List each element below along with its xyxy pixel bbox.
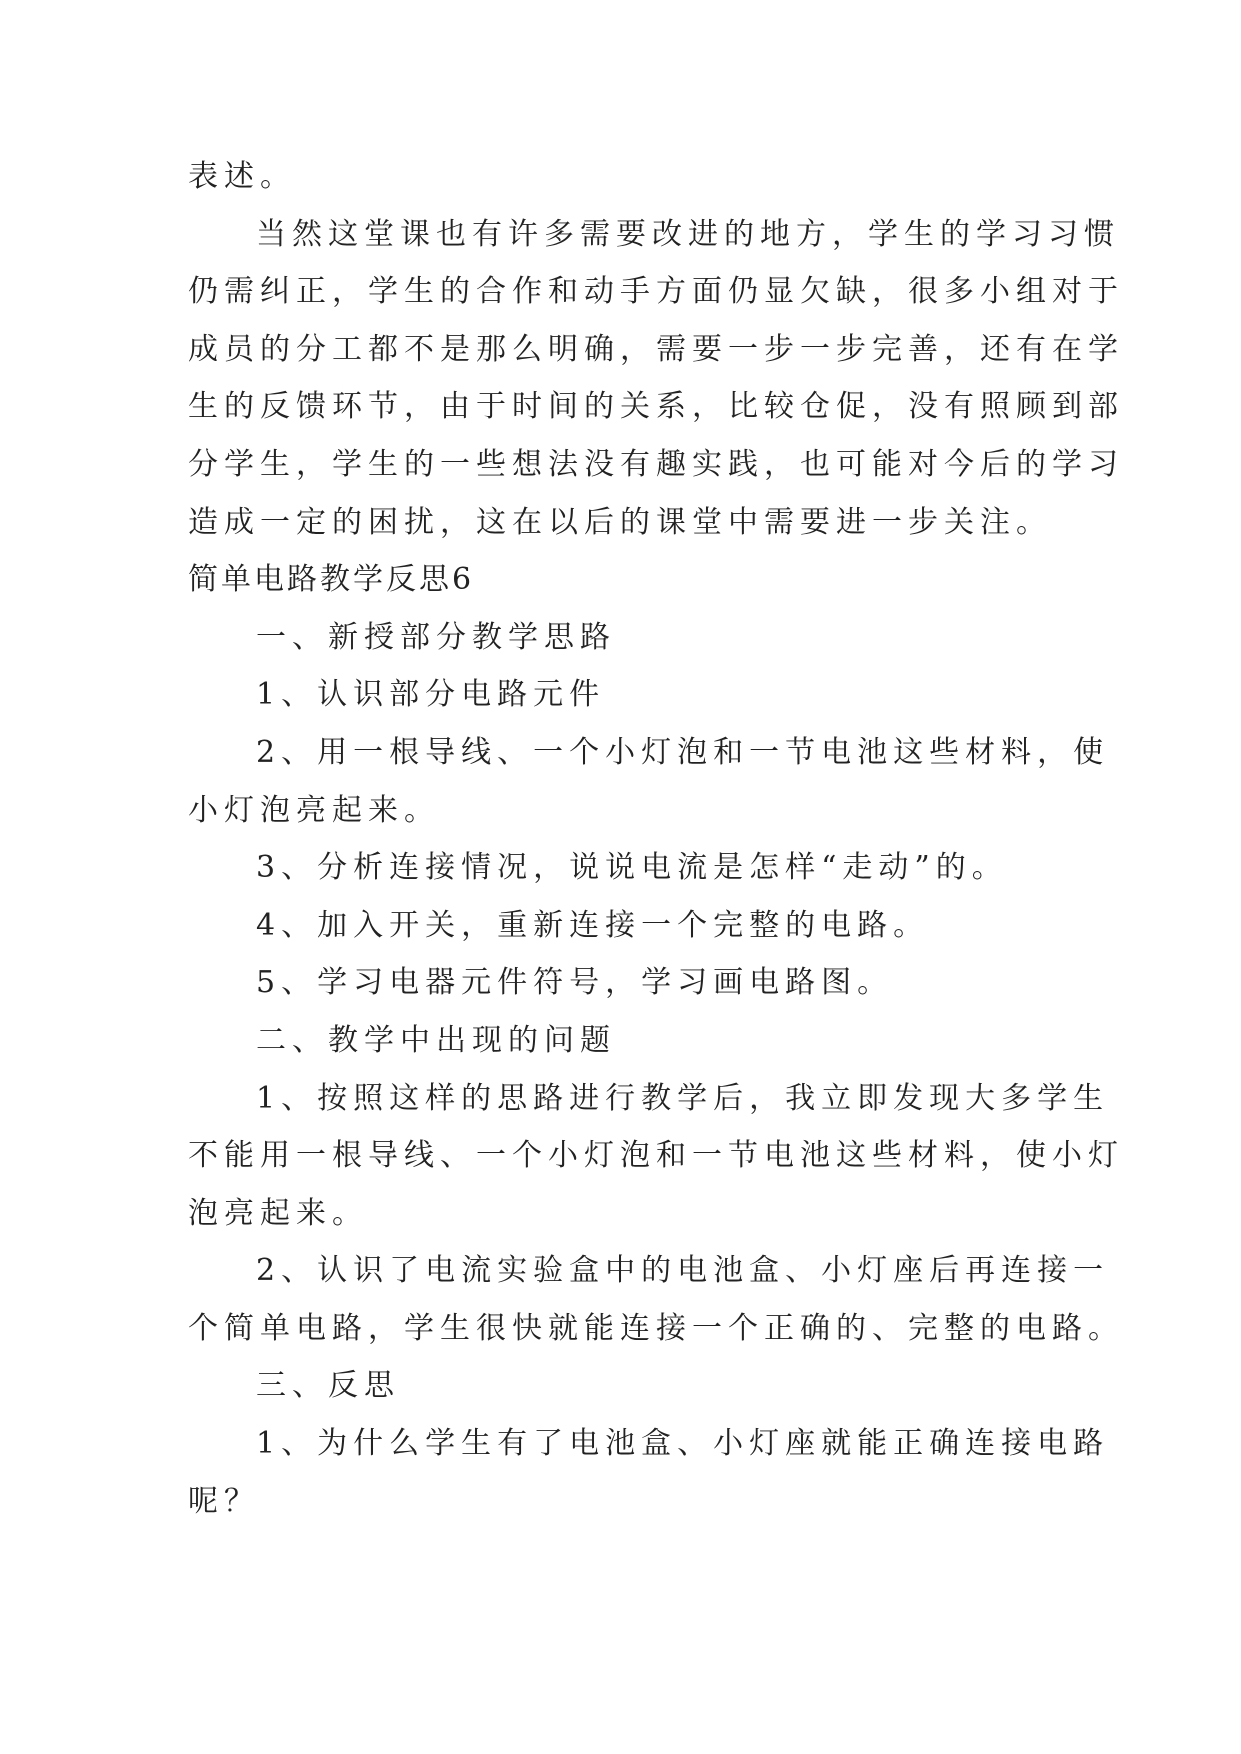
- text-line: 生的反馈环节，由于时间的关系，比较仓促，没有照顾到部: [188, 389, 1124, 425]
- text-line: 不能用一根导线、一个小灯泡和一节电池这些材料，使小灯: [188, 1138, 1124, 1174]
- text-line: 表述。: [188, 159, 296, 194]
- list-item: 3、分析连接情况，说说电流是怎样“走动”的。: [256, 850, 1008, 886]
- list-item: 1、认识部分电路元件: [256, 677, 606, 713]
- text-line: 仍需纠正，学生的合作和动手方面仍显欠缺，很多小组对于: [188, 274, 1124, 310]
- text-line: 泡亮起来。: [188, 1195, 368, 1231]
- text-line: 呢？: [188, 1483, 260, 1519]
- text-line: 分学生，学生的一些想法没有趣实践，也可能对今后的学习: [188, 446, 1124, 482]
- text-line: 成员的分工都不是那么明确，需要一步一步完善，还有在学: [188, 331, 1124, 367]
- list-item: 5、学习电器元件符号，学习画电路图。: [256, 965, 894, 1001]
- list-item: 2、认识了电流实验盒中的电池盒、小灯座后再连接一: [256, 1253, 1110, 1289]
- document-body: [188, 148, 1124, 1530]
- list-item: 1、为什么学生有了电池盒、小灯座就能正确连接电路: [256, 1426, 1110, 1462]
- section-heading: 三、反思: [256, 1368, 400, 1404]
- section-heading: 一、新授部分教学思路: [256, 619, 616, 655]
- list-item: 4、加入开关，重新连接一个完整的电路。: [256, 907, 930, 943]
- text-line: 个简单电路，学生很快就能连接一个正确的、完整的电路。: [188, 1310, 1124, 1346]
- paragraph-start: 当然这堂课也有许多需要改进的地方，学生的学习习惯: [256, 216, 1120, 252]
- text-line: 造成一定的困扰，这在以后的课堂中需要进一步关注。: [188, 504, 1052, 540]
- section-heading: 二、教学中出现的问题: [256, 1022, 616, 1058]
- list-item: 2、用一根导线、一个小灯泡和一节电池这些材料，使: [256, 734, 1110, 770]
- text-line: 小灯泡亮起来。: [188, 792, 440, 828]
- list-item: 1、按照这样的思路进行教学后，我立即发现大多学生: [256, 1080, 1110, 1116]
- section-title: 简单电路教学反思6: [188, 562, 475, 598]
